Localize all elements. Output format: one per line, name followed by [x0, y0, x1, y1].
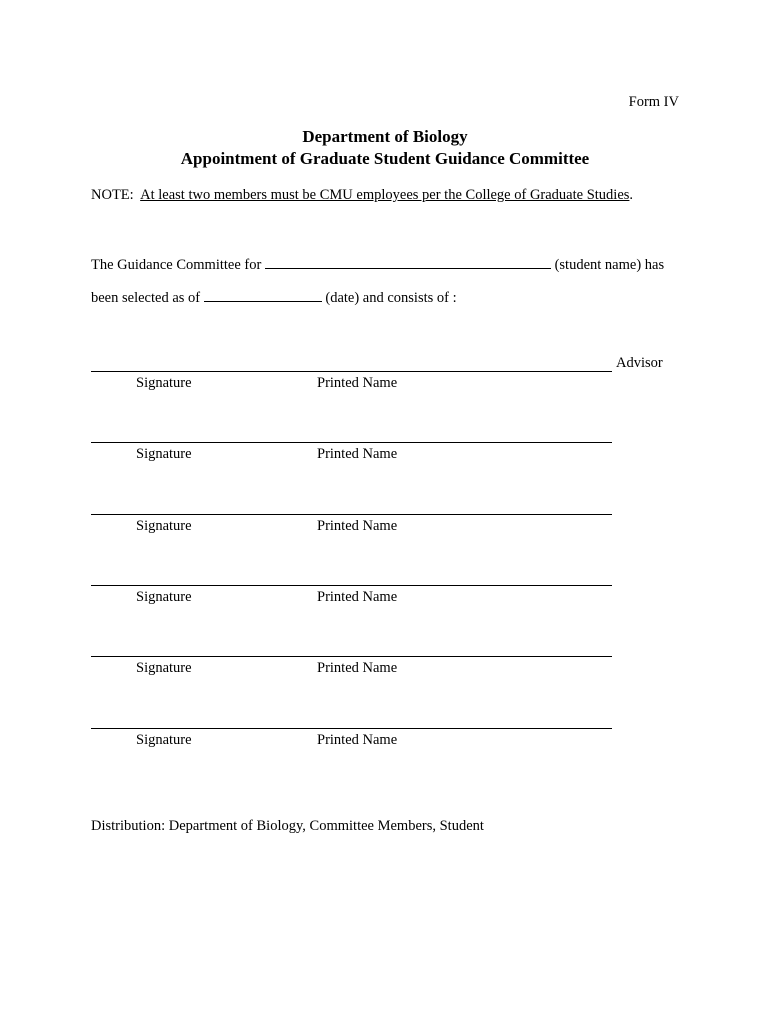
printed-name-label: Printed Name — [317, 589, 398, 605]
signature-line[interactable] — [91, 585, 612, 586]
student-name-label: (student name) has — [554, 257, 665, 273]
committee-intro: The Guidance Committee for — [91, 257, 262, 273]
note-suffix: . — [629, 187, 634, 203]
committee-sentence-line1 — [91, 256, 664, 274]
signature-line[interactable] — [91, 656, 612, 657]
signature-label: Signature — [136, 589, 192, 605]
date-blank[interactable] — [204, 289, 322, 302]
signature-row-advisor — [91, 355, 691, 411]
signature-label: Signature — [136, 446, 192, 462]
signature-row-2 — [91, 442, 691, 482]
form-title: Appointment of Graduate Student Guidance Committee — [180, 149, 590, 168]
signature-row-5 — [91, 656, 691, 696]
signature-row-6 — [91, 728, 691, 768]
form-number: Form IV — [628, 94, 679, 110]
signature-line[interactable] — [91, 371, 612, 372]
date-label: (date) and consists of : — [325, 290, 457, 306]
committee-sentence-line2 — [91, 289, 457, 307]
signature-label: Signature — [136, 660, 192, 676]
printed-name-label: Printed Name — [317, 375, 398, 391]
signature-label: Signature — [136, 375, 192, 391]
student-name-blank[interactable] — [265, 256, 551, 269]
note-text: At least two members must be CMU employees per the College of Graduate Studies — [140, 187, 630, 203]
note — [91, 187, 633, 204]
selected-as-of-label: been selected as of — [91, 290, 201, 306]
signature-line[interactable] — [91, 514, 612, 515]
advisor-label: Advisor — [616, 355, 663, 371]
signature-label: Signature — [136, 518, 192, 534]
signature-row-3 — [91, 514, 691, 554]
signature-row-4 — [91, 585, 691, 625]
printed-name-label: Printed Name — [317, 660, 398, 676]
printed-name-label: Printed Name — [317, 518, 398, 534]
signature-line[interactable] — [91, 728, 612, 729]
signature-line[interactable] — [91, 442, 612, 443]
distribution-line: Distribution: Department of Biology, Committee Members, Student — [91, 818, 484, 834]
signature-label: Signature — [136, 732, 192, 748]
printed-name-label: Printed Name — [317, 732, 398, 748]
printed-name-label: Printed Name — [317, 446, 398, 462]
department-title: Department of Biology — [302, 127, 468, 146]
note-prefix: NOTE: — [91, 187, 134, 203]
